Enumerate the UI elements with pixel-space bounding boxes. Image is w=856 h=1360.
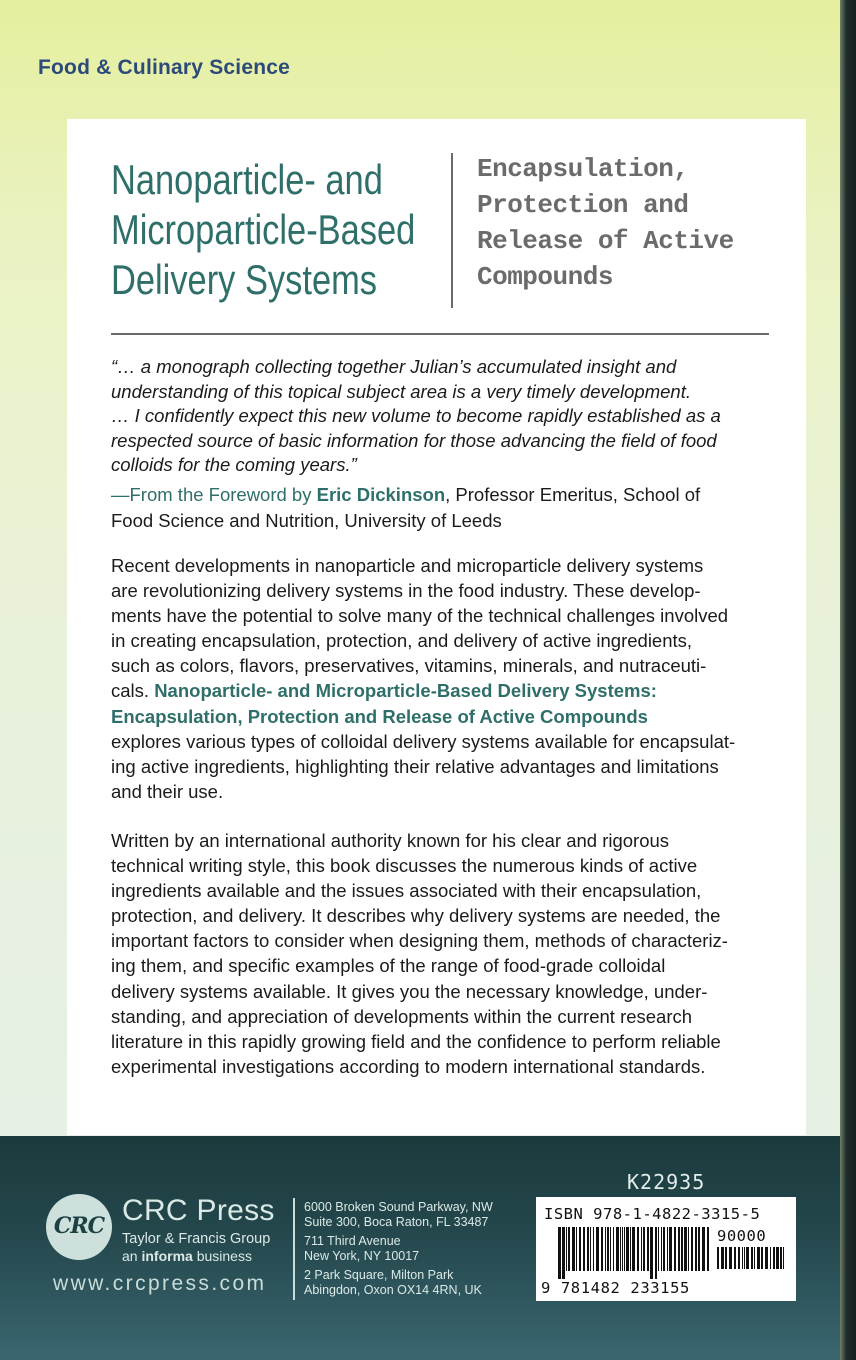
price-code: 90000 — [717, 1227, 767, 1245]
barcode-bar — [579, 1227, 581, 1271]
paragraph-line: in creating encapsulation, protection, and delivery of active ingredients, — [111, 630, 693, 652]
barcode-bar — [742, 1247, 743, 1269]
paragraph-line: literature in this rapidly growing field and the confidence to perform reliable — [111, 1030, 721, 1052]
ean-digits: 9 781482 233155 — [541, 1279, 690, 1297]
barcode-bar — [655, 1227, 657, 1279]
barcode-bar — [757, 1247, 760, 1269]
barcode-bar — [751, 1247, 753, 1269]
series-label: Food & Culinary Science — [38, 56, 290, 79]
description-paragraph-2 — [111, 828, 771, 1079]
paragraph-line: Written by an international authority known for his clear and rigorous — [111, 830, 670, 851]
book-spine-edge — [840, 0, 856, 1360]
quote-line: … I confidently expect this new volume to become rapidly established as a — [111, 405, 721, 426]
barcode-bar — [637, 1227, 639, 1271]
barcode-bar — [650, 1227, 653, 1279]
barcode-bar — [643, 1227, 645, 1271]
barcode-bar — [562, 1227, 565, 1279]
barcode-bar — [622, 1227, 623, 1271]
barcode-bar — [667, 1227, 668, 1271]
barcode-bar — [587, 1227, 589, 1271]
barcode-bar — [593, 1227, 594, 1271]
highlighted-title-2: Encapsulation, Protection and Release of Active Compounds — [111, 705, 648, 727]
paragraph-line — [111, 678, 771, 703]
book-title-line: Microparticle-Based — [111, 206, 416, 253]
barcode-bar — [738, 1247, 740, 1269]
barcode-bar — [684, 1227, 687, 1271]
book-subtitle-line: Compounds — [477, 262, 613, 292]
barcode-bar — [783, 1247, 784, 1269]
header-divider — [111, 333, 769, 335]
isbn-barcode — [536, 1197, 796, 1301]
attribution-lead: —From the Foreword by — [111, 484, 317, 505]
barcode-bar — [725, 1247, 727, 1269]
barcode-bar — [707, 1227, 709, 1271]
attribution-line-2: Food Science and Nutrition, University of Leeds — [111, 510, 502, 531]
address-line: 711 Third Avenue — [304, 1234, 401, 1248]
paragraph-line: experimental investigations according to modern international standards. — [111, 1055, 706, 1077]
cals-prefix: cals. — [111, 680, 155, 702]
paragraph-line: and their use. — [111, 780, 224, 802]
barcode-bar — [576, 1227, 577, 1271]
barcode-bar — [626, 1227, 629, 1271]
crc-logo-icon — [46, 1194, 112, 1260]
paragraph-line: are revolutionizing delivery systems in the food industry. These develop- — [111, 580, 701, 602]
barcode-bar — [590, 1227, 591, 1271]
attribution-rest: , Professor Emeritus, School of — [445, 484, 701, 505]
barcode-bar — [702, 1227, 705, 1271]
barcode-bar — [661, 1227, 662, 1271]
barcode-bar — [658, 1227, 659, 1271]
informa-brand: informa — [141, 1248, 193, 1264]
foreword-quote — [111, 355, 771, 478]
barcode-bar — [620, 1227, 621, 1271]
paragraph-line: protection, and delivery. It describes why delivery systems are needed, the — [111, 905, 721, 927]
address-divider — [293, 1198, 295, 1300]
barcode-bar — [717, 1247, 719, 1269]
isbn-text: ISBN 978-1-4822-3315-5 — [544, 1205, 761, 1223]
barcode-bar — [780, 1247, 782, 1269]
book-subtitle-line: Release of Active — [477, 226, 734, 256]
book-title-line: Delivery Systems — [111, 256, 378, 303]
barcode-bar — [568, 1227, 570, 1271]
barcode-bar — [776, 1247, 779, 1269]
barcode-bar — [663, 1227, 665, 1271]
address-line: Abingdon, Oxon OX14 4RN, UK — [304, 1283, 482, 1297]
publisher-website-link[interactable]: www.crcpress.com — [53, 1272, 267, 1295]
highlighted-title: Nanoparticle- and Microparticle-Based Delivery Systems: — [154, 680, 657, 702]
barcode-bar — [610, 1227, 611, 1271]
paragraph-line: ingredients available and the issues associated with their encapsulation, — [111, 880, 702, 902]
quote-line: understanding of this topical subject area is a very timely development. — [111, 380, 691, 402]
barcode-bar — [572, 1227, 575, 1271]
barcode-bar — [746, 1247, 749, 1269]
paragraph-line: technical writing style, this book discusses the numerous kinds of active — [111, 855, 698, 877]
paragraph-line: ing active ingredients, highlighting their relative advantages and limitations — [111, 755, 719, 777]
paragraph-line: standing, and appreciation of developments within the current research — [111, 1005, 693, 1027]
content-panel — [67, 119, 806, 1135]
barcode-bar — [558, 1227, 561, 1279]
address-line: 2 Park Square, Milton Park — [304, 1268, 454, 1282]
barcode-bar — [734, 1247, 736, 1269]
barcode-bar — [647, 1227, 649, 1271]
barcode-bar — [695, 1227, 697, 1271]
address-line: 6000 Broken Sound Parkway, NW — [304, 1200, 493, 1214]
barcode-bar — [601, 1227, 603, 1271]
barcode-bar — [721, 1247, 724, 1269]
barcode-bar — [698, 1227, 700, 1271]
publisher-business-line — [122, 1248, 252, 1264]
quote-line: “… a monograph collecting together Julian’s accumulated insight and — [111, 356, 677, 377]
barcode-bar — [773, 1247, 775, 1269]
barcode-bar — [688, 1227, 689, 1271]
barcode-bar — [729, 1247, 732, 1269]
business-suffix: business — [192, 1248, 252, 1264]
barcode-bar — [674, 1227, 676, 1271]
barcode-bar — [607, 1227, 609, 1271]
barcode-bar — [678, 1227, 680, 1271]
barcode-bar — [566, 1227, 567, 1271]
barcode-bar — [770, 1247, 771, 1269]
paragraph-line: ing them, and specific examples of the range of food-grade colloidal — [111, 955, 666, 977]
paragraph-line: delivery systems available. It gives you the necessary knowledge, under- — [111, 980, 708, 1002]
barcode-bar — [630, 1227, 631, 1271]
attribution-line — [111, 482, 771, 508]
publisher-name: CRC Press — [122, 1194, 275, 1227]
paragraph-line: explores various types of colloidal delivery systems available for encapsulat- — [111, 730, 736, 752]
barcode-bar — [691, 1227, 693, 1271]
quote-line: respected source of basic information for those advancing the field of food — [111, 429, 717, 451]
book-subtitle-line: Protection and — [477, 190, 689, 220]
barcode-bar — [744, 1247, 745, 1269]
paragraph-line: Recent developments in nanoparticle and microparticle delivery systems — [111, 555, 704, 576]
barcode-bar — [761, 1247, 763, 1269]
product-code: K22935 — [627, 1170, 706, 1194]
business-prefix: an — [122, 1248, 142, 1264]
barcode-bar — [754, 1247, 755, 1269]
barcode-bar — [669, 1227, 672, 1271]
barcode-bar — [681, 1227, 683, 1271]
ean-barcode-bars — [558, 1227, 710, 1279]
barcode-bar — [596, 1227, 599, 1271]
address-line: Suite 300, Boca Raton, FL 33487 — [304, 1215, 489, 1229]
barcode-bar — [641, 1227, 642, 1271]
book-title — [111, 155, 416, 305]
paragraph-line: important factors to consider when designing them, methods of characteriz- — [111, 930, 728, 952]
book-subtitle — [477, 151, 734, 295]
barcode-bar — [613, 1227, 614, 1271]
barcode-bar — [624, 1227, 625, 1271]
book-subtitle-line: Encapsulation, — [477, 154, 689, 184]
barcode-bar — [616, 1227, 619, 1271]
book-title-line: Nanoparticle- and — [111, 156, 383, 203]
description-paragraph-1 — [111, 553, 771, 804]
attribution-name: Eric Dickinson — [316, 484, 446, 505]
publisher-addresses — [304, 1200, 493, 1298]
barcode-bar — [583, 1227, 585, 1271]
address-line: New York, NY 10017 — [304, 1249, 420, 1263]
barcode-bar — [632, 1227, 635, 1271]
title-divider — [451, 153, 453, 308]
addon-barcode-bars — [717, 1247, 787, 1277]
publisher-footer — [0, 1136, 840, 1360]
barcode-bar — [605, 1227, 606, 1271]
crc-logo-text: CRC — [53, 1213, 105, 1239]
barcode-bar — [765, 1247, 768, 1269]
paragraph-line: such as colors, flavors, preservatives, vitamins, minerals, and nutraceuti- — [111, 655, 707, 677]
publisher-group: Taylor & Francis Group — [122, 1231, 271, 1247]
quote-attribution — [111, 482, 771, 534]
paragraph-line: ments have the potential to solve many of the technical challenges involved — [111, 605, 729, 627]
quote-line: colloids for the coming years.” — [111, 454, 357, 475]
